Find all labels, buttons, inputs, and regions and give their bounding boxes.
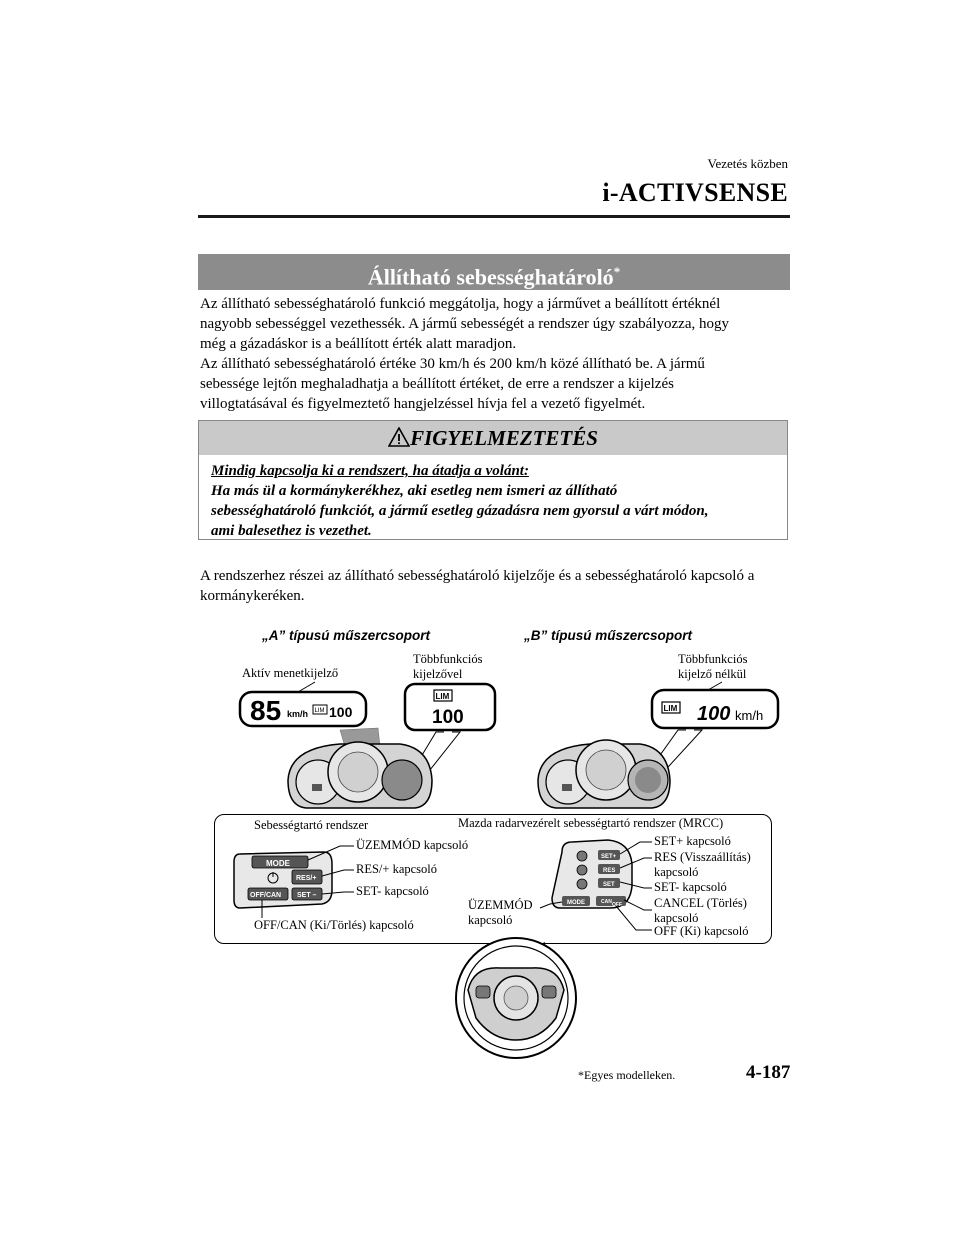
section-title-bar <box>198 254 790 290</box>
btn-set-text: SET – <box>297 892 317 899</box>
warning-title: FIGYELMEZTETÉS <box>410 426 598 450</box>
btn-moder-text: MODE <box>567 900 585 906</box>
cruise-title: Sebességtartó rendszer <box>254 818 369 832</box>
btn-setplus-text: SET+ <box>601 854 617 860</box>
warning-line: sebességhatároló funkciót, a jármű esetleg gázadásra nem gyorsul a várt módon, <box>211 503 709 519</box>
page-number: 4-187 <box>746 1062 791 1083</box>
section-title: Állítható sebességhatároló <box>367 264 614 290</box>
left-res-label: RES/+ kapcsoló <box>356 862 438 876</box>
label-line: Többfunkciós <box>413 652 483 666</box>
switches-drawing <box>200 620 790 1060</box>
btn-resr-text: RES <box>603 868 616 874</box>
btn-can-text: CAN <box>601 899 612 905</box>
warning-lead: Mindig kapcsolja ki a rendszert, ha átadja a volánt: <box>211 463 529 479</box>
active-indicator-label: Aktív menetkijelző <box>242 666 339 680</box>
chapter-title: i-ACTIVSENSE <box>602 178 788 207</box>
label-line: CANCEL (Törlés) <box>654 896 747 910</box>
intro-line: sebessége lejtőn meghaladhatja a beállított értéket, de erre a rendszer a kijelzés <box>200 376 674 392</box>
btn-res-text: RES/+ <box>296 875 317 882</box>
intro-line: nagyobb sebességgel vezethessék. A jármű sebességét a rendszer úgy szabályozza, hogy <box>200 316 729 332</box>
intro-line: villogtatásával és figyelmeztető hangjelzéssel hívja fel a vezető figyelmét. <box>200 396 646 412</box>
label-line: Többfunkciós <box>678 652 748 666</box>
components-line: A rendszerhez részei az állítható sebességhatároló kijelzője és a sebességhatároló kapcsoló a <box>200 568 755 584</box>
steering-wheel <box>456 938 576 1058</box>
footnote: *Egyes modelleken. <box>578 1068 676 1082</box>
btn-offcan-text: OFF/CAN <box>250 892 282 899</box>
left-offcan-label: OFF/CAN (Ki/Törlés) kapcsoló <box>254 918 414 932</box>
btn-mode-text: MODE <box>266 859 290 868</box>
left-switch <box>234 852 332 908</box>
label-line: kijelzővel <box>413 667 463 681</box>
warning-line: Ha más ül a kormánykerékhez, aki esetleg nem ismeri az állítható <box>211 483 618 499</box>
components-line: kormánykeréken. <box>200 588 305 604</box>
display-a-lim: LIM <box>314 708 325 714</box>
left-set-label: SET- kapcsoló <box>356 884 429 898</box>
display-b-value: 100 <box>697 703 731 725</box>
label-line: RES (Visszaállítás) <box>654 850 751 864</box>
display-a-unit: km/h <box>287 709 309 719</box>
section-name: Vezetés közben <box>707 156 788 171</box>
intro-paragraph <box>200 294 790 414</box>
warning-triangle-icon <box>388 427 410 447</box>
display-a2-lim: LIM <box>435 692 450 701</box>
intro-line: Az állítható sebességhatároló funkció meggátolja, hogy a járművet a beállított értéknél <box>200 296 721 312</box>
warning-line: ami balesethez is vezethet. <box>211 523 372 539</box>
label-line: kapcsoló <box>654 911 699 925</box>
warning-box <box>198 420 788 540</box>
right-switch <box>552 840 632 908</box>
right-setminus-label: SET- kapcsoló <box>654 880 727 894</box>
display-b-unit: km/h <box>735 708 764 723</box>
intro-line: még a gázadáskor is a beállított érték alatt maradjon. <box>200 336 517 352</box>
cluster-b-title: „B” típusú műszercsoport <box>524 628 693 643</box>
intro-line: Az állítható sebességhatároló értéke 30 km/h és 200 km/h közé állítható be. A jármű <box>200 356 705 372</box>
mrcc-title: Mazda radarvezérelt sebességtartó rendszer (MRCC) <box>458 816 724 830</box>
label-line: ÜZEMMÓD <box>468 898 533 912</box>
header-rule <box>198 215 790 218</box>
display-a-speed: 85 <box>250 695 282 726</box>
warning-header <box>199 421 787 455</box>
display-b-lim: LIM <box>663 704 678 713</box>
label-line: kapcsoló <box>654 865 699 879</box>
components-paragraph <box>200 566 790 606</box>
display-a-value: 100 <box>329 704 353 720</box>
warning-text <box>211 461 781 541</box>
right-setplus-label: SET+ kapcsoló <box>654 834 731 848</box>
cluster-a-title: „A” típusú műszercsoport <box>262 628 431 643</box>
label-line: kijelző nélkül <box>678 667 747 681</box>
right-off-label: OFF (Ki) kapcsoló <box>654 924 749 938</box>
display-a2-value: 100 <box>432 707 464 728</box>
btn-setr-text: SET <box>603 882 615 888</box>
optional-marker: * <box>613 264 621 279</box>
left-mode-label: ÜZEMMÓD kapcsoló <box>356 838 469 852</box>
label-line: kapcsoló <box>468 913 513 927</box>
figure <box>200 620 790 1060</box>
btn-off-text: OFF <box>612 902 622 908</box>
